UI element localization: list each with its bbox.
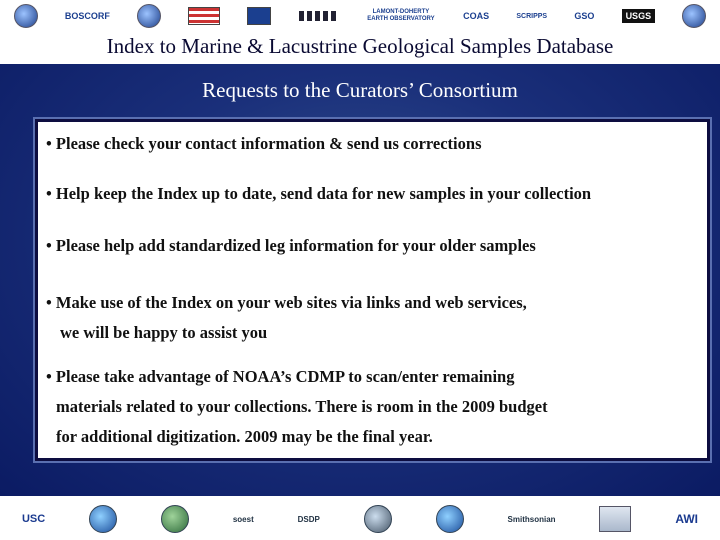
- globe-icon: [161, 505, 189, 533]
- bullet-item: [46, 362, 548, 452]
- bullet-continuation: materials related to your collections. There is room in the 2009 budget: [56, 397, 548, 416]
- bullet-text: • Please help add standardized leg information for your older samples: [46, 236, 536, 255]
- usgs-logo: [622, 9, 656, 23]
- bullet-item: [46, 134, 482, 154]
- bullet-continuation: we will be happy to assist you: [60, 323, 268, 342]
- soest-logo: [233, 515, 254, 524]
- flag-round-icon: [436, 505, 464, 533]
- seal-logo: [137, 4, 161, 28]
- requests-panel: [35, 119, 710, 461]
- museum-icon: [599, 506, 631, 532]
- scripps-logo-text: SCRIPPS: [516, 12, 548, 20]
- amp-logo: [14, 4, 38, 28]
- usc-logo-text: USC: [21, 513, 46, 525]
- footer-logo-row: [0, 500, 720, 538]
- gso-logo-text: GSO: [574, 11, 595, 21]
- coas-logo: [463, 11, 489, 21]
- coas-logo-text: COAS: [463, 11, 490, 21]
- slide-subtitle: Requests to the Curators’ Consortium: [202, 78, 518, 102]
- flag-logo: [188, 7, 220, 25]
- bullet-continuation: for additional digitization. 2009 may be the final year.: [56, 427, 433, 446]
- usgs-logo-text: USGS: [622, 9, 656, 23]
- noaa-logo: [89, 505, 117, 533]
- bullet-text: • Make use of the Index on your web sites via links and web services,: [46, 293, 527, 312]
- bullet-item: [46, 236, 536, 256]
- usc-logo: [22, 513, 45, 525]
- soest-logo-text: soest: [232, 514, 254, 524]
- flag-icon: [188, 7, 220, 25]
- bullet-item: [46, 288, 527, 348]
- noaa-icon: [89, 505, 117, 533]
- awi-logo-text: AWI: [675, 512, 699, 526]
- bullet-text: • Help keep the Index up to date, send data for new samples in your collection: [46, 184, 592, 203]
- lrc-logo: [161, 505, 189, 533]
- small-logo-icon: [299, 11, 339, 21]
- nsf-logo: [682, 4, 706, 28]
- lamont-doherty-logo: [366, 9, 436, 23]
- page-title: Index to Marine & Lacustrine Geological Samples Database: [106, 34, 614, 58]
- scripps-logo: [516, 13, 547, 20]
- nsf-icon: [682, 4, 706, 28]
- amp-logo-icon: [14, 4, 38, 28]
- ship-icon: [364, 505, 392, 533]
- flag-icon-2: [247, 7, 271, 25]
- small-logo: [299, 11, 339, 21]
- museum-logo: [599, 506, 631, 532]
- bullet-item: [46, 184, 591, 204]
- flag-logo: [436, 505, 464, 533]
- seal-icon: [137, 4, 161, 28]
- ship-logo: [364, 505, 392, 533]
- partner-logo-row: [0, 2, 720, 30]
- bullet-text: • Please check your contact information & send us corrections: [46, 134, 482, 153]
- gso-logo: [574, 11, 594, 21]
- lamont-doherty-logo-text: LAMONT-DOHERTY EARTH OBSERVATORY: [367, 9, 435, 22]
- dsdp-logo: [298, 515, 320, 524]
- smithsonian-logo: [508, 515, 556, 524]
- dsdp-logo-text: DSDP: [297, 514, 320, 524]
- boscorf-logo-text: BOSCORF: [64, 11, 110, 21]
- awi-logo: [675, 512, 698, 526]
- boscorf-logo: [65, 11, 110, 21]
- smithsonian-logo-text: Smithsonian: [507, 514, 556, 524]
- flag-logo-2: [247, 7, 271, 25]
- bullet-text: • Please take advantage of NOAA’s CDMP to scan/enter remaining: [46, 367, 515, 386]
